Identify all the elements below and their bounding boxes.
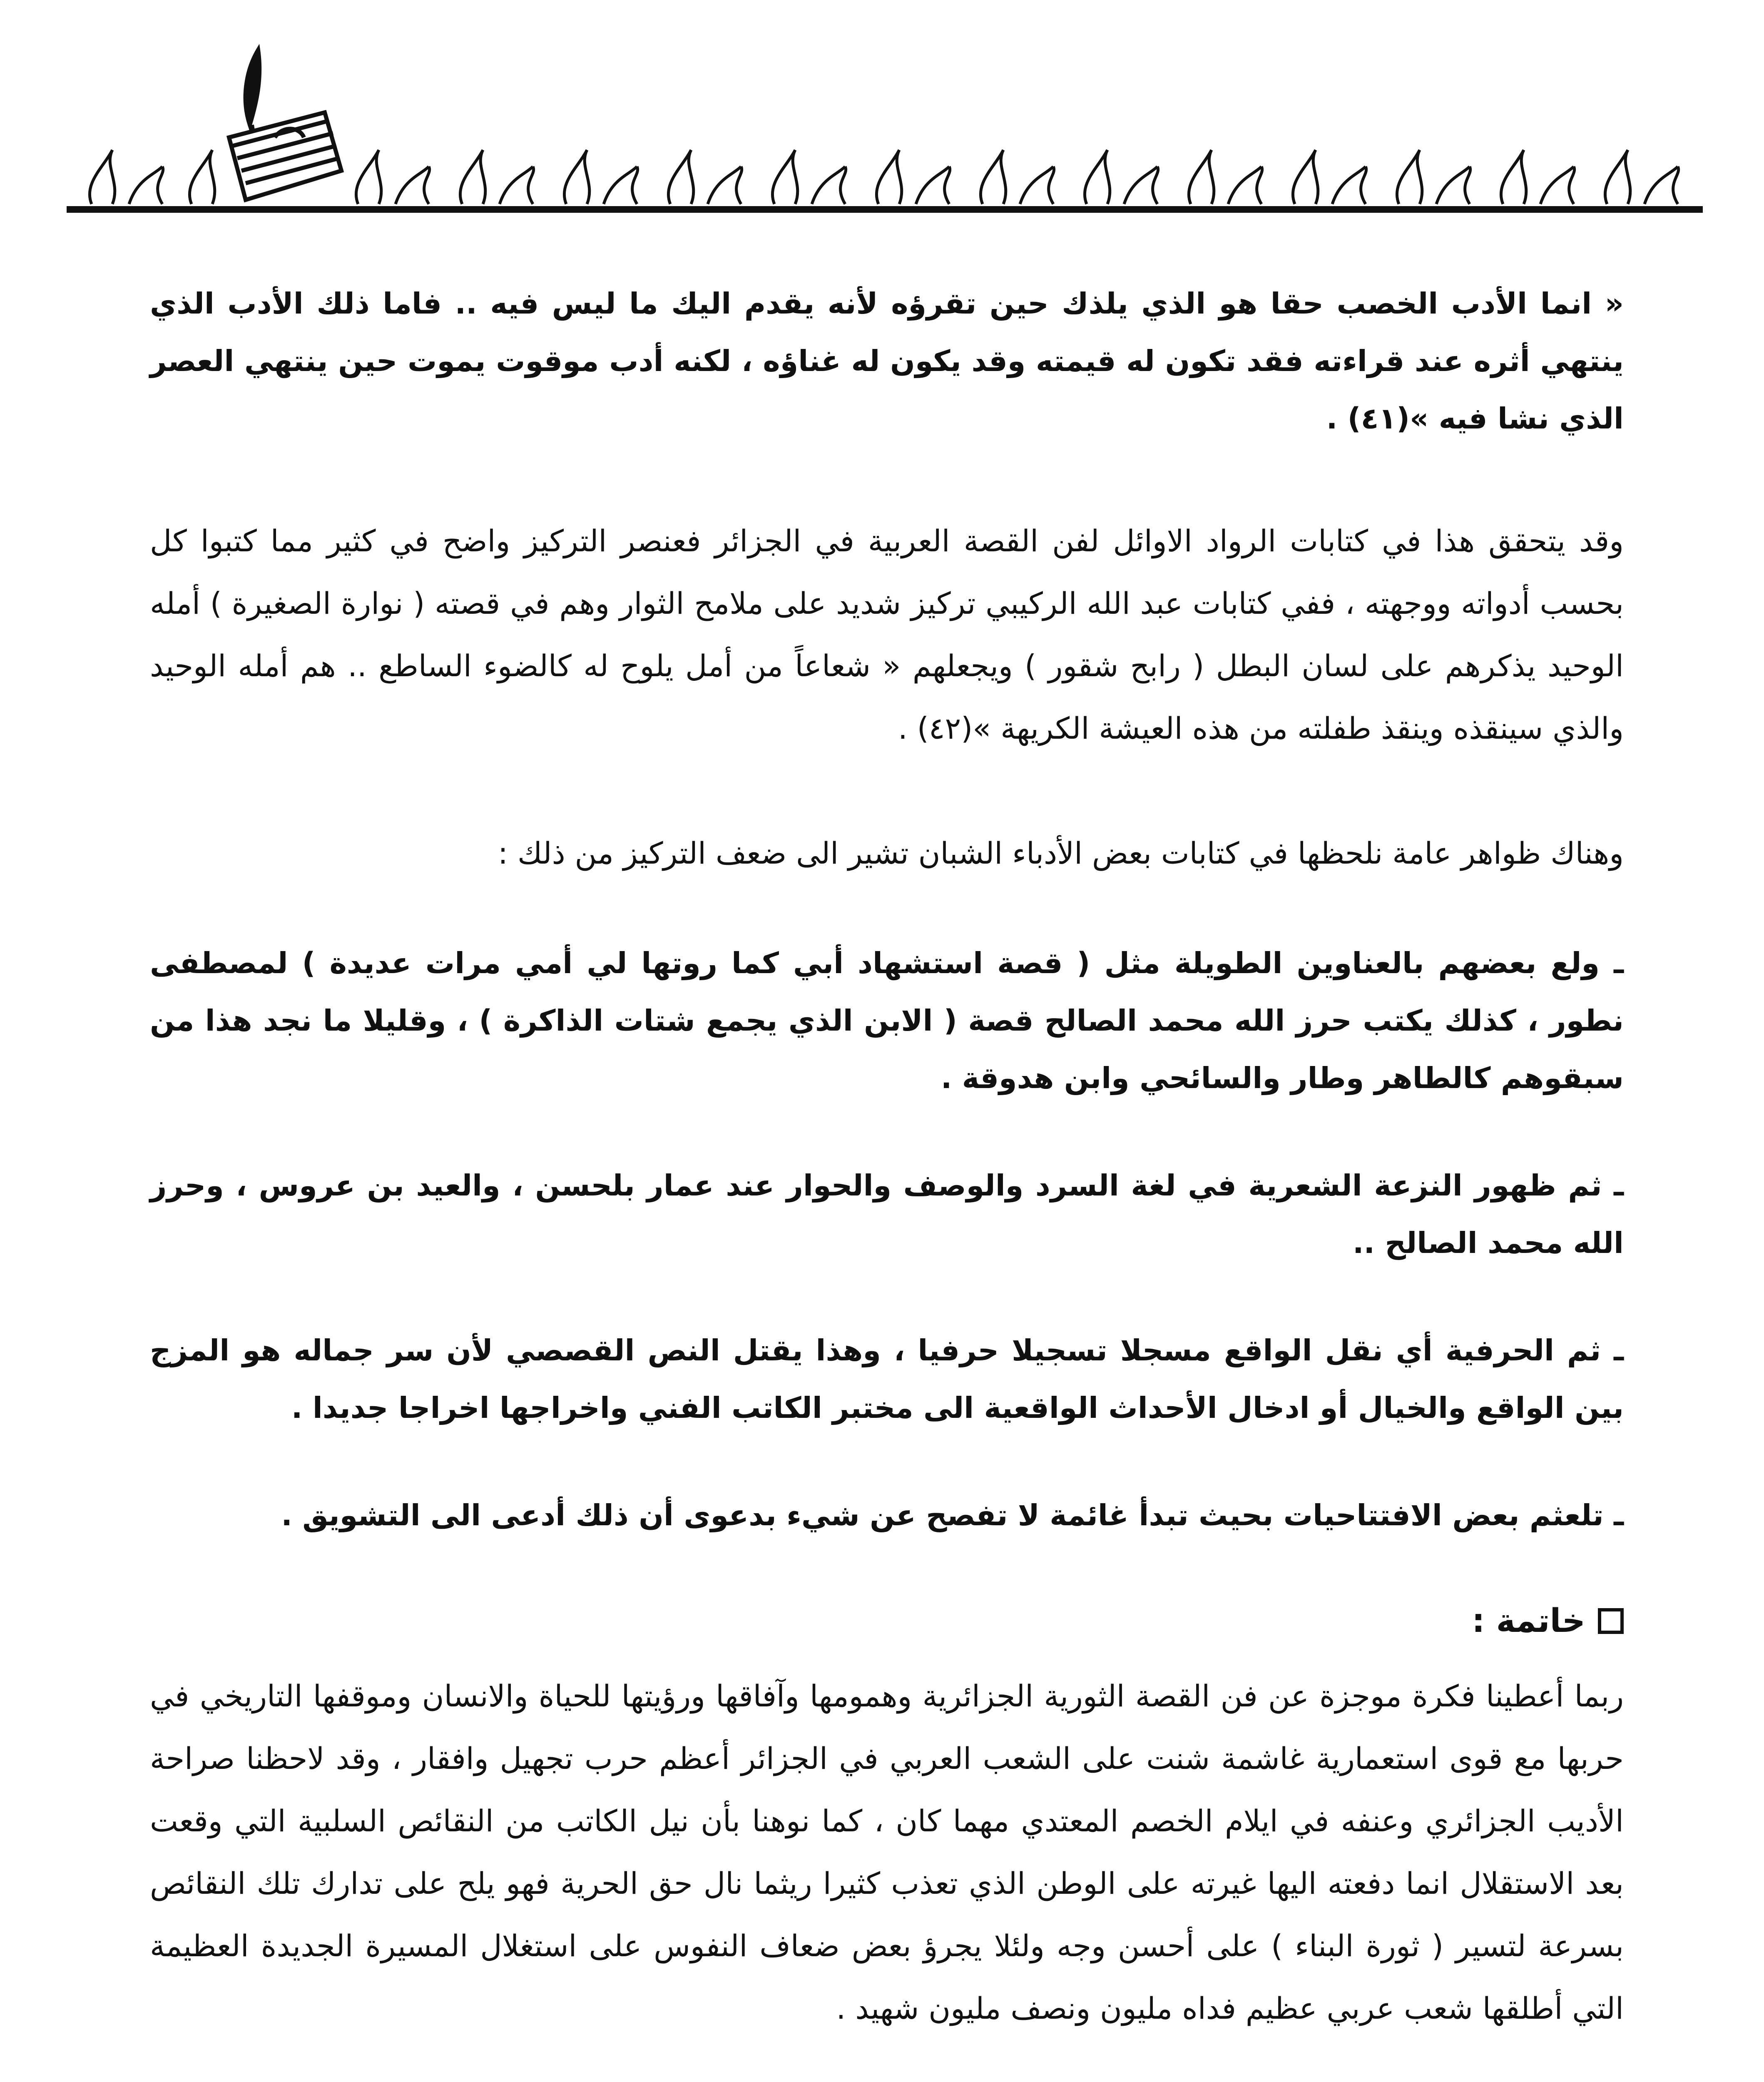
section-heading [150, 1594, 1624, 1648]
square-bullet-icon [1598, 1608, 1624, 1634]
section-heading-label: خاتمة : [1472, 1602, 1585, 1640]
quill-inkwell-icon [229, 50, 341, 200]
closing-paragraph: ربما أعطينا فكرة موجزة عن فن القصة الثورية الجزائرية وهمومها وآفاقها ورؤيتها للحياة والانسان وموقفها التاريخي في حربها مع قوى استعمارية غاشمة شنت على الشعب العربي في الجزائر أعظم حرب تجهيل وافقار ، وقد لاحظنا صراحة الأديب الجزائري وعنفه في ايلام الخصم المعتدي مهما كان ، كما نوهنا بأن نيل الكاتب من النقائص السلبية التي وقعت بعد الاستقلال انما دفعته اليها غيرته على الوطن الذي تعذب كثيرا ريثما نال حق الحرية فهو يلح على تدارك تلك النقائص بسرعة لتسير ( ثورة البناء ) على أحسن وجه ولئلا يجرؤ بعض ضعاف النفوس على استغلال المسيرة الجديدة العظيمة التي أطلقها شعب عربي عظيم فداه مليون ونصف مليون شهيد . [150, 1679, 1624, 2026]
body-paragraph: وهناك ظواهر عامة نلحظها في كتابات بعض الأدباء الشبان تشير الى ضعف التركيز من ذلك : [498, 836, 1624, 871]
quote-paragraph: « انما الأدب الخصب حقا هو الذي يلذك حين تقرؤه لأنه يقدم اليك ما ليس فيه .. فاما ذلك الأدب الذي ينتهي أثره عند قراءته فقد تكون له قيمته وقد يكون له غناؤه ، لكنه أدب موقوت يموت حين ينتهي العصر الذي نشا فيه »(٤١) . [150, 286, 1624, 436]
decorative-header-ornament [67, 42, 1703, 221]
document-body [150, 275, 1624, 2082]
list-item-paragraph: ـ ولع بعضهم بالعناوين الطويلة مثل ( قصة استشهاد أبي كما روتها لي أمي مرات عديدة ) لمصطفى نطور ، كذلك يكتب حرز الله محمد الصالح قصة ( الابن الذي يجمع شتات الذاكرة ) ، وقليلا ما نجد هذا من سبقوهم كالطاهر وطار والسائحي وابن هدوقة . [150, 946, 1624, 1095]
list-item-paragraph: ـ ثم الحرفية أي نقل الواقع مسجلا تسجيلا حرفيا ، وهذا يقتل النص القصصي لأن سر جماله هو المزج بين الواقع والخيال أو ادخال الأحداث الواقعية الى مختبر الكاتب الفني واخراجها اخراجا جديدا . [150, 1333, 1624, 1425]
list-item-paragraph: ـ ثم ظهور النزعة الشعرية في لغة السرد والوصف والحوار عند عمار بلحسن ، والعيد بن عروس ، وحرز الله محمد الصالح .. [150, 1168, 1624, 1260]
body-paragraph: وقد يتحقق هذا في كتابات الرواد الاوائل لفن القصة العربية في الجزائر فعنصر التركيز واضح في كثير مما كتبوا كل بحسب أدواته ووجهته ، ففي كتابات عبد الله الركيبي تركيز شديد على ملامح الثوار وهم في قصته ( نوارة الصغيرة ) أمله الوحيد يذكرهم على لسان البطل ( رابح شقور ) ويجعلهم « شعاعاً من أمل يلوح له كالضوء الساطع .. هم أمله الوحيد والذي سينقذه وينقذ طفلته من هذه العيشة الكريهة »(٤٢) . [150, 523, 1624, 746]
list-item-paragraph: ـ تلعثم بعض الافتتاحيات بحيث تبدأ غائمة لا تفصح عن شيء بدعوى أن ذلك أدعى الى التشويق . [281, 1498, 1624, 1532]
